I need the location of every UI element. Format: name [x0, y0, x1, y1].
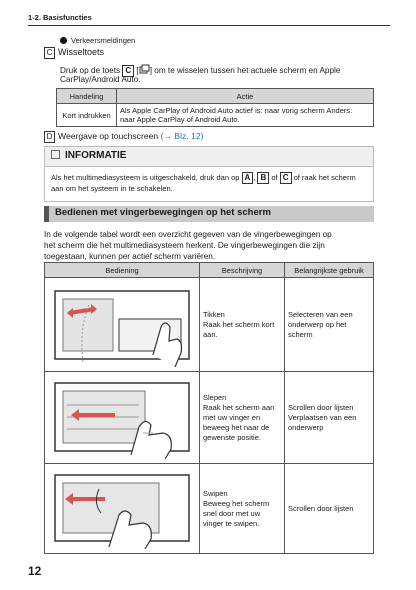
drag-use-line: Scrollen door lijsten — [288, 402, 354, 412]
drag-desc-line: Raak het scherm aan — [203, 402, 275, 412]
page-link[interactable]: (→ Blz. 12) — [160, 131, 204, 141]
swipe-illustration-cell — [45, 464, 200, 554]
action-line1: Als Apple CarPlay of Android Auto actief is: naar vorig scherm Anders: — [120, 106, 353, 115]
item-d-row — [44, 131, 204, 143]
info-text-prefix: Als het multimediasysteem is uitgeschakeld, druk dan op — [51, 173, 240, 182]
handling-col-header: Handeling — [57, 89, 117, 104]
col-bediening: Bediening — [45, 263, 200, 278]
tap-use-line: Selecteren van een — [288, 309, 353, 319]
bullet-item-text: Verkeersmeldingen — [71, 36, 136, 45]
item-c-title: Wisseltoets — [58, 47, 105, 57]
action-cell — [117, 104, 374, 127]
item-c-desc-prefix: Druk op de toets — [60, 66, 121, 75]
tap-gesture-illustration — [49, 283, 195, 367]
section-heading: Bedienen met vingerbewegingen op het scherm — [44, 206, 374, 222]
bracket-open: [ — [136, 66, 139, 75]
note-icon — [51, 150, 60, 159]
item-c-desc-line2: CarPlay/Android Auto. — [60, 75, 141, 84]
info-text-suffix: of raak het scherm — [293, 173, 356, 182]
swipe-desc-line: vinger te swipen. — [203, 518, 260, 528]
swipe-name: Swipen — [203, 488, 228, 498]
drag-name: Slepen — [203, 392, 227, 402]
item-letter-c: C — [44, 47, 55, 59]
tap-desc-line: Raak het scherm kort — [203, 319, 275, 329]
item-c-desc-suffix: om te wisselen tussen het actuele scherm en Apple — [154, 66, 341, 75]
table-row — [45, 464, 374, 554]
intro-line1: In de volgende tabel wordt een overzicht gegeven van de vingerbewegingen op — [44, 230, 332, 239]
intro-line2: het scherm die het multimediasysteem herkent. De vingerbewegingen die zijn — [44, 241, 325, 250]
item-d-title: Weergave op touchscreen — [58, 131, 159, 141]
bullet-item — [60, 36, 135, 45]
drag-desc-cell — [200, 372, 285, 464]
swipe-use-cell — [285, 464, 374, 554]
drag-use-line: Verplaatsen van een — [288, 412, 357, 422]
swipe-gesture-illustration — [49, 469, 195, 549]
info-header — [45, 147, 373, 167]
bullet-icon — [60, 37, 67, 44]
tap-use-line: onderwerp op het — [288, 319, 347, 329]
drag-desc-line: beweeg het naar de — [203, 422, 270, 432]
key-c-info: C — [280, 172, 292, 184]
tap-desc-cell — [200, 278, 285, 372]
table-row — [45, 278, 374, 372]
table-row — [45, 372, 374, 464]
tap-use-cell — [285, 278, 374, 372]
table-row — [57, 104, 374, 127]
tap-desc-line: aan. — [203, 329, 218, 339]
drag-use-cell — [285, 372, 374, 464]
swipe-desc-line: Beweeg het scherm — [203, 498, 270, 508]
bracket-close: ] — [149, 66, 152, 75]
page-number: 12 — [28, 564, 42, 578]
running-header: 1-2. Basisfuncties — [28, 13, 92, 22]
key-c: C — [122, 65, 134, 77]
drag-illustration-cell — [45, 372, 200, 464]
info-body: Als het multimediasysteem is uitgeschakeld, druk dan op A , B of C of raak het scherm aan om het systeem in te schakelen. — [51, 173, 356, 193]
tap-illustration-cell — [45, 278, 200, 372]
key-a: A — [242, 172, 254, 184]
gesture-table — [44, 262, 374, 554]
key-b: B — [257, 172, 269, 184]
drag-gesture-illustration — [49, 377, 195, 459]
intro-paragraph — [44, 229, 378, 262]
drag-desc-line: gewenste positie. — [203, 432, 261, 442]
handling-cell: Kort indrukken — [57, 104, 117, 127]
intro-line3: toegestaan, kunnen per actief scherm variëren. — [44, 252, 216, 261]
tap-use-line: scherm — [288, 329, 313, 339]
action-col-header: Actie — [117, 89, 374, 104]
drag-use-line: onderwerp — [288, 422, 324, 432]
header-rule — [28, 25, 390, 26]
tap-name: Tikken — [203, 309, 225, 319]
screen-switch-icon — [139, 64, 150, 74]
item-letter-d: D — [44, 131, 55, 143]
swipe-desc-cell — [200, 464, 285, 554]
col-gebruik: Belangrijkste gebruik — [285, 263, 374, 278]
col-beschrijving: Beschrijving — [200, 263, 285, 278]
info-title: INFORMATIE — [65, 150, 127, 161]
action-line2: naar Apple CarPlay of Android Auto. — [120, 115, 240, 124]
swipe-use-line: Scrollen door lijsten — [288, 503, 354, 513]
item-c-title-row — [44, 47, 104, 59]
info-of: of — [271, 173, 278, 182]
handling-table — [56, 88, 374, 127]
drag-desc-line: met uw vinger en — [203, 412, 261, 422]
swipe-desc-line: snel door met uw — [203, 508, 261, 518]
info-text-line2: aan om het systeem in te schakelen. — [51, 184, 173, 193]
info-box — [44, 146, 374, 202]
